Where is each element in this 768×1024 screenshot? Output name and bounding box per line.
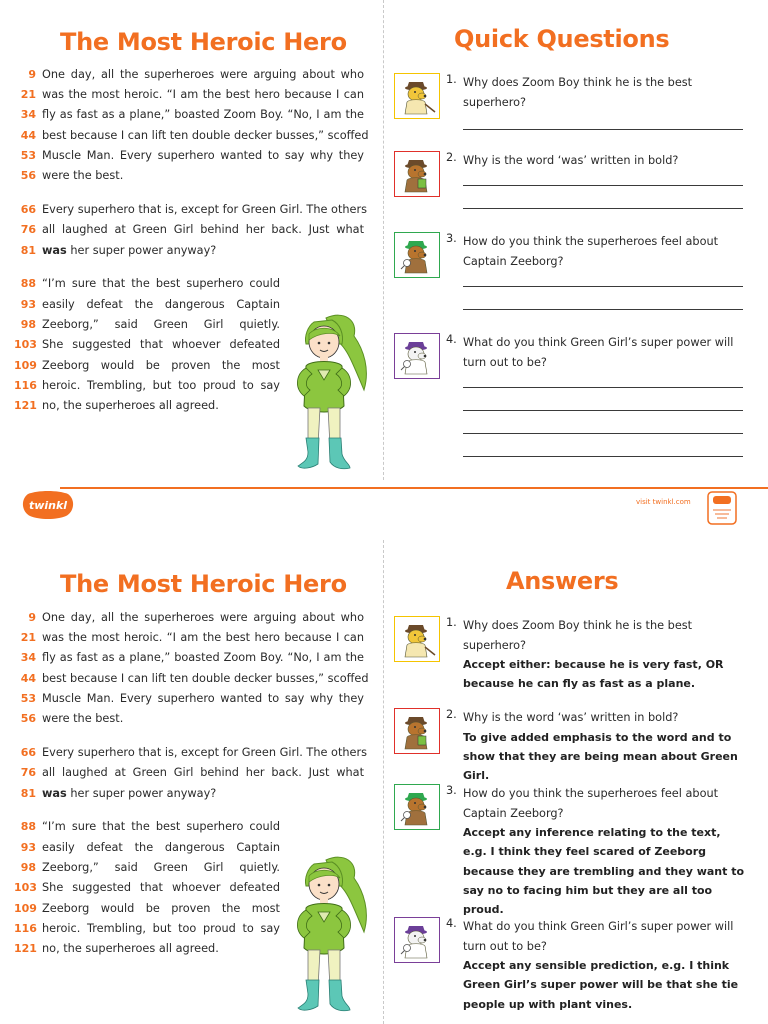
story-line-text: heroic. Trembling, but too proud to say <box>42 921 280 935</box>
word-count: 53 <box>20 691 36 705</box>
story-line <box>14 688 364 708</box>
answer-writing-line[interactable] <box>463 433 743 434</box>
story-line <box>14 627 364 647</box>
word-count: 9 <box>28 610 36 624</box>
question-text-block <box>463 333 748 372</box>
word-count: 81 <box>20 786 36 800</box>
word-count: 34 <box>20 108 36 122</box>
story-line <box>14 84 364 104</box>
answer-text: Accept any inference relating to the text, e.g. I think they feel scared of Zeeborg because they are trembling and they want to say no to facing him but they are all too proud. <box>463 826 745 917</box>
question-text: What do you think Green Girl’s super power will turn out to be? <box>463 920 734 953</box>
story-line <box>14 125 369 145</box>
story-line-text: all laughed at Green Girl behind her back. Just what <box>42 223 364 237</box>
question-text: Why is the word ‘was’ written in bold? <box>463 154 679 167</box>
question-number: 1. <box>446 73 457 86</box>
story-line <box>14 220 364 240</box>
story-paragraph <box>14 742 368 803</box>
visit-website-link[interactable]: visit twinkl.com <box>636 498 691 506</box>
story-line-rest: her super power anyway? <box>66 786 217 800</box>
bold-word: was <box>42 786 67 800</box>
word-count: 93 <box>20 840 36 854</box>
story-line-text: was the most heroic. “I am the best hero because I can <box>42 87 364 101</box>
story-line <box>14 165 364 185</box>
story-line-text: One day, all the superheroes were arguing about who <box>42 67 364 81</box>
word-count: 88 <box>20 277 36 291</box>
question-text-block <box>463 917 748 1014</box>
story-line-text: “I’m sure that the best superhero could <box>42 277 280 291</box>
story-line <box>14 742 368 762</box>
word-count: 81 <box>20 243 36 257</box>
question-number: 1. <box>446 616 457 629</box>
question-text: Why is the word ‘was’ written in bold? <box>463 711 679 724</box>
word-count: 98 <box>20 860 36 874</box>
answers-title: Answers <box>506 567 619 595</box>
dog-detective-purple-icon <box>394 333 440 379</box>
word-count: 109 <box>14 358 37 372</box>
word-count: 56 <box>20 712 36 726</box>
green-girl-illustration <box>284 310 372 472</box>
dog-detective-purple-icon <box>394 917 440 963</box>
word-count: 98 <box>20 317 36 331</box>
story-line-text: easily defeat the dangerous Captain <box>42 840 280 854</box>
cut-line-vertical <box>383 0 384 480</box>
cut-line-vertical <box>383 540 384 1024</box>
quality-badge <box>704 490 740 526</box>
question-number: 3. <box>446 784 457 797</box>
story-line-text: Zeeborg,” said Green Girl quietly. <box>42 860 280 874</box>
story-line <box>14 648 364 668</box>
question-number: 4. <box>446 917 457 930</box>
story-line <box>14 199 368 219</box>
answer-writing-line[interactable] <box>463 410 743 411</box>
story-line <box>14 817 364 837</box>
story-paragraph <box>14 64 369 186</box>
word-count: 103 <box>14 881 37 895</box>
word-count: 44 <box>20 671 36 685</box>
question-number: 3. <box>446 232 457 245</box>
dog-detective-green-hat-icon <box>394 784 440 830</box>
answer-writing-line[interactable] <box>463 456 743 457</box>
footer <box>0 486 768 540</box>
question-text-block <box>463 784 748 919</box>
dog-detective-magnifier-icon <box>394 73 440 119</box>
story-line-text: fly as fast as a plane,” boasted Zoom Boy. “No, I am the <box>42 108 364 122</box>
story-line-text: fly as fast as a plane,” boasted Zoom Boy. “No, I am the <box>42 651 364 665</box>
story-line <box>14 64 364 84</box>
word-count: 34 <box>20 651 36 665</box>
story-line-text: Zeeborg would be proven the most <box>42 358 280 372</box>
green-girl-illustration <box>284 852 372 1014</box>
word-count: 53 <box>20 148 36 162</box>
word-count: 66 <box>20 745 36 759</box>
worksheet-bottom <box>0 540 768 1024</box>
story-line <box>14 105 364 125</box>
story-line-text: best because I can lift ten double decker busses,” scoffed <box>42 671 369 685</box>
word-count: 66 <box>20 202 36 216</box>
word-count: 121 <box>14 399 37 413</box>
questions-title: Quick Questions <box>454 25 670 53</box>
answer-writing-line[interactable] <box>463 129 743 130</box>
question-text-block <box>463 232 748 271</box>
story-line <box>14 607 364 627</box>
story-line <box>14 763 364 783</box>
story-title: The Most Heroic Hero <box>60 570 347 598</box>
question-text-block <box>463 73 748 112</box>
word-count: 109 <box>14 901 37 915</box>
bold-word: was <box>42 243 67 257</box>
question-text-block <box>463 616 748 694</box>
answer-writing-line[interactable] <box>463 286 743 287</box>
answer-text: Accept either: because he is very fast, OR because he can fly as fast as a plane. <box>463 658 724 691</box>
story-line-text: She suggested that whoever defeated <box>42 881 280 895</box>
question-text: Why does Zoom Boy think he is the best superhero? <box>463 619 693 652</box>
word-count: 116 <box>14 921 37 935</box>
dog-detective-green-hat-icon <box>394 232 440 278</box>
word-count: 76 <box>20 766 36 780</box>
story-title: The Most Heroic Hero <box>60 28 347 56</box>
story-line <box>14 783 364 803</box>
answer-writing-line[interactable] <box>463 185 743 186</box>
answer-text: Accept any sensible prediction, e.g. I think Green Girl’s super power will be that she tie people up with plant vines. <box>463 959 739 1011</box>
question-text: How do you think the superheroes feel about Captain Zeeborg? <box>463 787 719 820</box>
question-text: How do you think the superheroes feel about Captain Zeeborg? <box>463 235 719 268</box>
worksheet-top <box>0 0 768 486</box>
story-line-text: was the most heroic. “I am the best hero because I can <box>42 630 364 644</box>
story-line <box>14 668 369 688</box>
word-count: 88 <box>20 820 36 834</box>
word-count: 44 <box>20 128 36 142</box>
story-line <box>14 708 364 728</box>
word-count: 56 <box>20 169 36 183</box>
word-count: 93 <box>20 297 36 311</box>
question-text-block <box>463 151 748 171</box>
story-line-text: She suggested that whoever defeated <box>42 338 280 352</box>
question-text: What do you think Green Girl’s super power will turn out to be? <box>463 336 734 369</box>
story-line-text: best because I can lift ten double decker busses,” scoffed <box>42 128 369 142</box>
story-line-text: were the best. <box>42 712 124 726</box>
dog-detective-notebook-icon <box>394 708 440 754</box>
word-count: 116 <box>14 378 37 392</box>
answer-writing-line[interactable] <box>463 309 743 310</box>
dog-detective-magnifier-icon <box>394 616 440 662</box>
story-line-text: Zeeborg,” said Green Girl quietly. <box>42 317 280 331</box>
story-line-rest: her super power anyway? <box>66 243 217 257</box>
story-line-text: no, the superheroes all agreed. <box>42 399 219 413</box>
story-line-text <box>42 244 364 257</box>
story-paragraph <box>14 607 369 729</box>
story-line-text: Zeeborg would be proven the most <box>42 901 280 915</box>
question-number: 4. <box>446 333 457 346</box>
story-line-text: were the best. <box>42 169 124 183</box>
answer-text: To give added emphasis to the word and to show that they are being mean about Green Girl. <box>463 730 738 783</box>
story-line-text: heroic. Trembling, but too proud to say <box>42 378 280 392</box>
story-line <box>14 274 364 294</box>
word-count: 103 <box>14 338 37 352</box>
story-line-text: Every superhero that is, except for Green Girl. The others <box>42 202 368 216</box>
story-line-text: Muscle Man. Every superhero wanted to say why they <box>42 148 364 162</box>
word-count: 121 <box>14 942 37 956</box>
question-number: 2. <box>446 708 457 721</box>
word-count: 9 <box>28 67 36 81</box>
story-line-text: Muscle Man. Every superhero wanted to say why they <box>42 691 364 705</box>
story-line-text: all laughed at Green Girl behind her back. Just what <box>42 766 364 780</box>
word-count: 21 <box>20 630 36 644</box>
story-line-text <box>42 787 364 800</box>
story-paragraph <box>14 199 368 260</box>
story-line <box>14 145 364 165</box>
answer-writing-line[interactable] <box>463 208 743 209</box>
twinkl-logo: twinkl <box>22 490 74 524</box>
word-count: 21 <box>20 87 36 101</box>
story-line-text: Every superhero that is, except for Green Girl. The others <box>42 745 368 759</box>
question-number: 2. <box>446 151 457 164</box>
story-line-text: One day, all the superheroes were arguing about who <box>42 610 364 624</box>
footer-rule <box>60 487 768 489</box>
story-line-text: “I’m sure that the best superhero could <box>42 820 280 834</box>
answer-writing-line[interactable] <box>463 387 743 388</box>
story-line-text: no, the superheroes all agreed. <box>42 942 219 956</box>
word-count: 76 <box>20 223 36 237</box>
question-text: Why does Zoom Boy think he is the best superhero? <box>463 76 693 109</box>
question-text-block <box>463 708 748 785</box>
story-line <box>14 240 364 260</box>
story-line-text: easily defeat the dangerous Captain <box>42 297 280 311</box>
dog-detective-notebook-icon <box>394 151 440 197</box>
